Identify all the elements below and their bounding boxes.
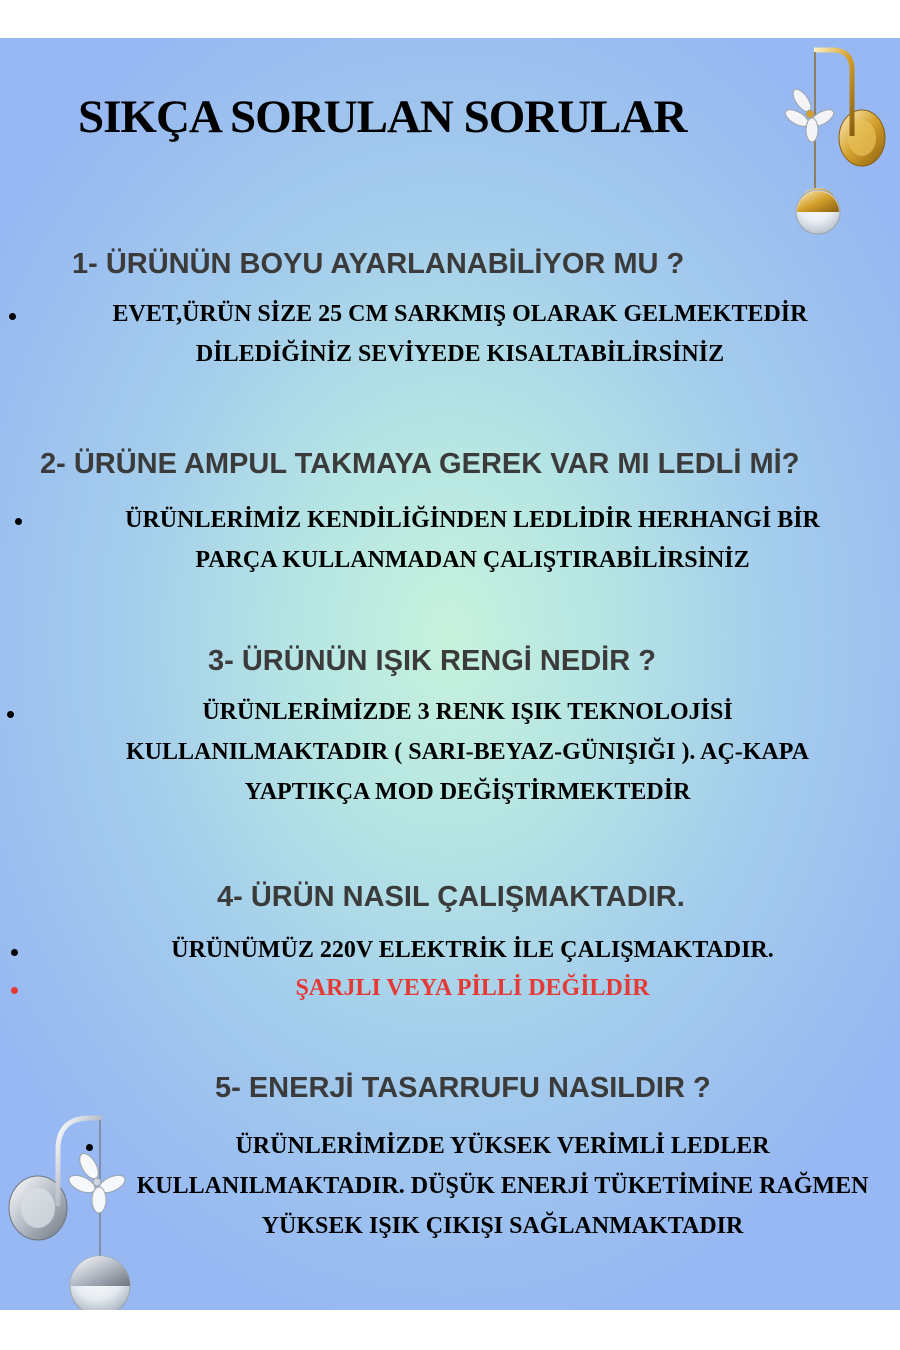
answer-3: [40, 692, 895, 812]
answer-5-line-2: KULLANILMAKTADIR. DÜŞÜK ENERJİ TÜKETİMİNE RAĞMEN: [136, 1173, 869, 1199]
faq-poster: [0, 38, 900, 1310]
question-2: 2- ÜRÜNE AMPUL TAKMAYA GEREK VAR MI LEDLİ Mİ?: [40, 448, 800, 480]
answer-5: [120, 1126, 885, 1246]
answer-4-line-1: ÜRÜNÜMÜZ 220V ELEKTRİK İLE ÇALIŞMAKTADIR.: [171, 937, 774, 963]
answer-1-line-2: DİLEDİĞİNİZ SEVİYEDE KISALTABİLİRSİNİZ: [195, 341, 725, 367]
bullet-5: [86, 1144, 93, 1151]
bullet-4: [11, 949, 18, 956]
question-4: 4- ÜRÜN NASIL ÇALIŞMAKTADIR.: [217, 881, 685, 913]
answer-5-line-1: ÜRÜNLERİMİZDE YÜKSEK VERİMLİ LEDLER: [235, 1133, 770, 1159]
answer-2: [50, 500, 895, 580]
question-1: 1- ÜRÜNÜN BOYU AYARLANABİLİYOR MU ?: [72, 248, 685, 280]
answer-1-line-1: EVET,ÜRÜN SİZE 25 CM SARKMIŞ OLARAK GELMEKTEDİR: [112, 301, 808, 327]
answer-5-line-3: YÜKSEK IŞIK ÇIKIŞI SAĞLANMAKTADIR: [261, 1213, 744, 1239]
answer-3-line-2: KULLANILMAKTADIR ( SARI-BEYAZ-GÜNIŞIĞI ). AÇ-KAPA: [126, 739, 809, 765]
answer-2-line-2: PARÇA KULLANMADAN ÇALIŞTIRABİLİRSİNİZ: [195, 547, 750, 573]
answer-4-warning: ŞARJLI VEYA PİLLİ DEĞİLDİR: [295, 975, 650, 1001]
question-3: 3- ÜRÜNÜN IŞIK RENGİ NEDİR ?: [208, 645, 656, 677]
answer-2-line-1: ÜRÜNLERİMİZ KENDİLİĞİNDEN LEDLİDİR HERHANGİ BİR: [125, 507, 820, 533]
bullet-4-warning: [11, 987, 18, 994]
answer-3-line-1: ÜRÜNLERİMİZDE 3 RENK IŞIK TEKNOLOJİSİ: [202, 699, 733, 725]
gold-wall-lamp-icon: [770, 40, 890, 250]
question-5: 5- ENERJİ TASARRUFU NASILDIR ?: [215, 1072, 711, 1104]
answer-3-line-3: YAPTIKÇA MOD DEĞİŞTİRMEKTEDİR: [244, 779, 691, 805]
bullet-3: [7, 711, 14, 718]
answer-1: [40, 294, 880, 374]
bullet-2: [15, 518, 22, 525]
page-title: SIKÇA SORULAN SORULAR: [78, 91, 687, 143]
bullet-1: [9, 313, 16, 320]
chrome-wall-lamp-icon: [2, 1110, 137, 1310]
